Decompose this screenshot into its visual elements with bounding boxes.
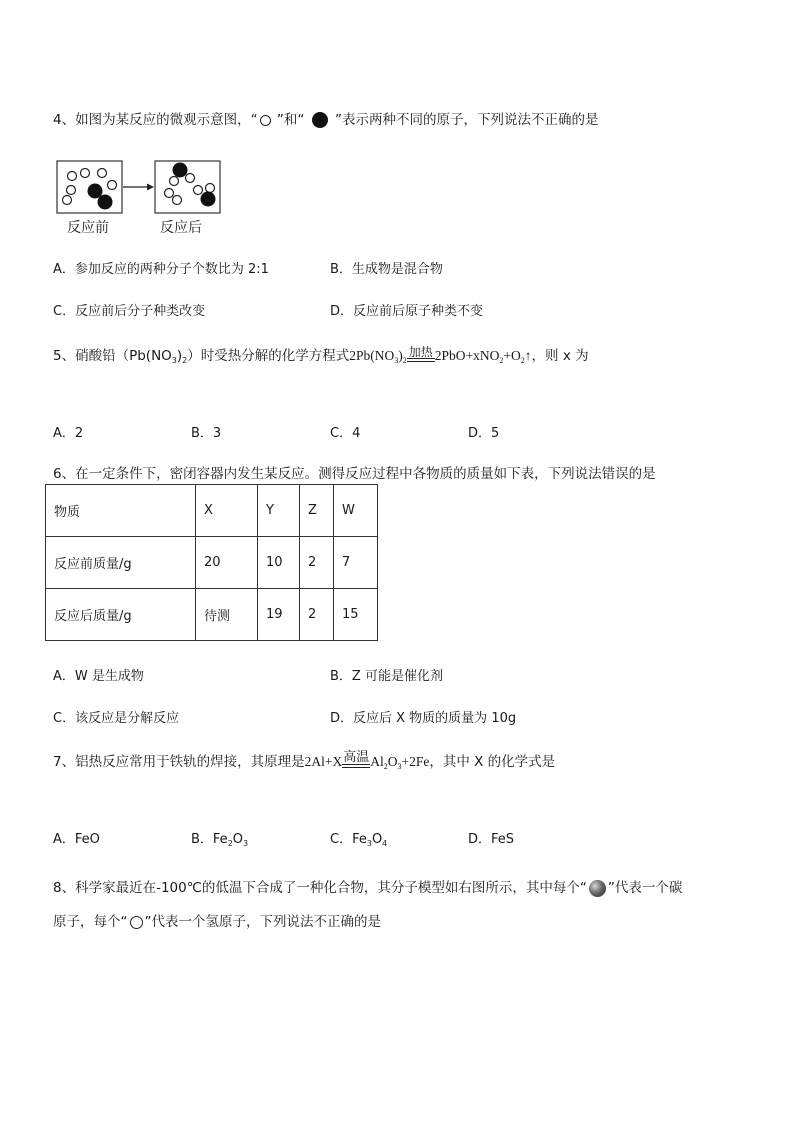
- q5-option-d[interactable]: D．5: [468, 426, 500, 441]
- hollow-atom-icon: [260, 115, 271, 126]
- table-header-cell: Y: [258, 485, 300, 537]
- question-7-number: 7、: [53, 754, 76, 770]
- q5-eq-right-b: +O: [503, 348, 521, 363]
- hollow-atom-icon: [63, 196, 72, 205]
- table-cell: 2: [300, 589, 334, 641]
- q7-option-c-a: C．Fe: [330, 832, 367, 847]
- q7-option-b-b: O: [232, 832, 244, 847]
- q4-option-d[interactable]: D．反应前后原子种类不变: [330, 304, 484, 319]
- q7-option-b-a: B．Fe: [191, 832, 228, 847]
- hydrogen-atom-icon: [130, 916, 143, 929]
- q8-line1-b: ”代表一个碳: [607, 880, 683, 896]
- q5-stem-sub2: 2: [182, 356, 188, 365]
- hollow-atom-icon: [108, 181, 117, 190]
- solid-atom-icon: [312, 112, 328, 128]
- q4-option-a[interactable]: A．参加反应的两种分子个数比为 2:1: [53, 262, 269, 277]
- q7-option-c-sub1: 3: [366, 839, 372, 848]
- q7-eq-right-sub2: 3: [397, 762, 402, 771]
- q7-option-d[interactable]: D．FeS: [468, 832, 515, 847]
- table-cell: 待测: [196, 589, 258, 641]
- q5-equation: [349, 345, 532, 365]
- q7-stem-b: ，其中 X 的化学式是: [429, 754, 556, 770]
- question-4-stem-part-b: ”和“: [272, 112, 309, 128]
- carbon-atom-icon: [589, 880, 606, 897]
- table-cell: 15: [334, 589, 378, 641]
- table-header-cell: 物质: [46, 485, 196, 537]
- hollow-atom-icon: [68, 172, 77, 181]
- q5-eq-left-b: ): [398, 348, 403, 363]
- q5-stem-d: ，则 x 为: [531, 348, 589, 364]
- hollow-atom-icon: [165, 189, 174, 198]
- reaction-diagram: [56, 160, 222, 214]
- table-cell: 20: [196, 537, 258, 589]
- hollow-atom-icon: [194, 186, 203, 195]
- question-6-text: 在一定条件下，密闭容器内发生某反应。测得反应过程中各物质的质量如下表，下列说法错误的是: [75, 466, 656, 482]
- question-4-stem: [53, 108, 598, 128]
- q4-option-c[interactable]: C．反应前后分子种类改变: [53, 304, 206, 319]
- q7-option-c-b: O: [371, 832, 383, 847]
- q6-option-c[interactable]: C．该反应是分解反应: [53, 711, 180, 726]
- table-row: [46, 589, 378, 641]
- hollow-atom-icon: [98, 169, 107, 178]
- hollow-atom-icon: [206, 184, 215, 193]
- solid-atom-icon: [98, 195, 113, 210]
- q6-option-d[interactable]: D．反应后 X 物质的质量为 10g: [330, 711, 517, 726]
- q5-option-b[interactable]: B．3: [191, 426, 222, 441]
- q7-eq-right-sub1: 2: [383, 762, 388, 771]
- q5-condition: 加热: [408, 345, 433, 359]
- q8-line2-b: ”代表一个氢原子，下列说法不正确的是: [144, 914, 381, 930]
- table-header-cell: W: [334, 485, 378, 537]
- table-cell: 反应后质量/g: [46, 589, 196, 641]
- q5-eq-left-a: 2Pb(NO: [349, 348, 395, 363]
- q7-equals-sign: [342, 752, 370, 774]
- q7-condition: 高温: [343, 750, 370, 765]
- table-cell: 7: [334, 537, 378, 589]
- hollow-atom-icon: [170, 177, 179, 186]
- hollow-atom-icon: [67, 186, 76, 195]
- q7-eq-left: 2Al+X: [304, 754, 343, 769]
- question-6-number: 6、: [53, 466, 76, 482]
- table-cell: 10: [258, 537, 300, 589]
- hollow-atom-icon: [173, 196, 182, 205]
- q7-option-b-sub2: 3: [243, 839, 249, 848]
- q5-stem-c: ）时受热分解的化学方程式: [187, 348, 350, 364]
- q7-option-c-sub2: 4: [382, 839, 388, 848]
- q6-option-b[interactable]: B．Z 可能是催化剂: [330, 669, 443, 684]
- q4-option-b[interactable]: B．生成物是混合物: [330, 262, 443, 277]
- question-8-line-1: [53, 876, 682, 897]
- q7-option-b-sub1: 2: [227, 839, 233, 848]
- q8-line1-a: 科学家最近在-100℃的低温下合成了一种化合物，其分子模型如右图所示，其中每个“: [75, 880, 587, 896]
- question-4-stem-part-c: ”表示两种不同的原子，下列说法不正确的是: [330, 112, 599, 128]
- q5-stem-sub1: 3: [171, 356, 177, 365]
- question-7-stem: [53, 752, 555, 774]
- table-row: [46, 537, 378, 589]
- q8-line2-a: 原子，每个“: [53, 914, 128, 930]
- mass-table: [45, 484, 378, 641]
- q5-stem-b: ): [176, 348, 183, 364]
- question-5-stem: [53, 346, 589, 368]
- question-4-number: 4、: [53, 112, 76, 128]
- label-before: 反应前: [67, 220, 109, 236]
- q5-eq-left-sub1: 3: [394, 356, 399, 365]
- question-4-stem-part-a: 如图为某反应的微观示意图，“: [75, 112, 258, 128]
- q7-option-a[interactable]: A．FeO: [53, 832, 100, 847]
- table-header-cell: Z: [300, 485, 334, 537]
- table-header-cell: X: [196, 485, 258, 537]
- table-cell: 19: [258, 589, 300, 641]
- table-cell: 反应前质量/g: [46, 537, 196, 589]
- q7-eq-right-c: +2Fe: [401, 754, 430, 769]
- q5-eq-right-sub1: 2: [499, 356, 504, 365]
- q7-eq-right-b: O: [387, 754, 398, 769]
- hollow-atom-icon: [186, 174, 195, 183]
- q5-stem-a: 硝酸铅（Pb(NO: [75, 348, 172, 364]
- question-5-number: 5、: [53, 348, 76, 364]
- q5-eq-right-c: ↑: [524, 348, 532, 363]
- question-8-number: 8、: [53, 880, 76, 896]
- question-6-stem: [53, 462, 656, 482]
- table-cell: 2: [300, 537, 334, 589]
- q7-option-c[interactable]: [330, 828, 387, 848]
- q5-eq-right-a: 2PbO+xNO: [434, 348, 500, 363]
- q5-equals-sign: [407, 346, 435, 368]
- q5-eq-left-sub2: 2: [402, 356, 407, 365]
- q5-eq-right-sub2: 2: [520, 356, 525, 365]
- table-header-row: [46, 485, 378, 537]
- q5-option-a[interactable]: A．2: [53, 426, 84, 441]
- label-after: 反应后: [160, 220, 202, 236]
- solid-atom-icon: [201, 192, 216, 207]
- q7-equation: [304, 750, 430, 771]
- arrow-head-icon: [147, 184, 154, 191]
- q6-option-a[interactable]: A．W 是生成物: [53, 669, 144, 684]
- hollow-atom-icon: [81, 169, 90, 178]
- q7-eq-right-a: Al: [370, 754, 384, 769]
- question-8-line-2: [53, 910, 381, 930]
- q5-option-c[interactable]: C．4: [330, 426, 361, 441]
- q7-option-b[interactable]: [191, 828, 248, 848]
- q7-stem-a: 铝热反应常用于铁轨的焊接，其原理是: [75, 754, 305, 770]
- solid-atom-icon: [173, 163, 188, 178]
